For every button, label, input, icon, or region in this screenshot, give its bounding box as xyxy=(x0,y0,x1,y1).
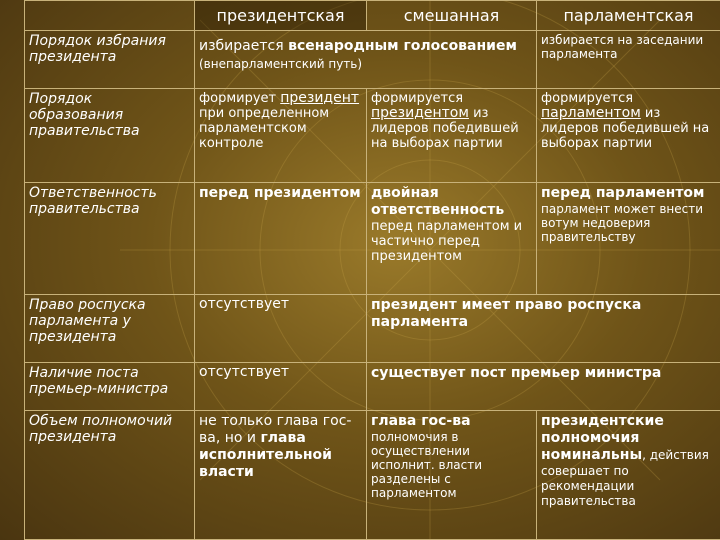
formation-presidential-cell: формирует президент при определенном парламентском контроле xyxy=(195,89,367,183)
table-row xyxy=(25,183,720,295)
table-row xyxy=(25,31,720,89)
formation-parliamentary-cell: формируется парламентом из лидеров победившей на выборах партии xyxy=(537,89,720,183)
formation-mixed-cell: формируется президентом из лидеров победившей на выборах партии xyxy=(367,89,537,183)
powers-mixed-cell: глава гос-ва полномочия в осуществлении исполнит. власти разделены с парламентом xyxy=(367,411,537,540)
powers-parliamentary-cell: президентские полномочия номинальны, действия совершает по рекомендации правительства xyxy=(537,411,720,540)
header-presidential: президентская xyxy=(195,1,367,31)
table-row xyxy=(25,363,720,411)
row-label: Порядок образования правительства xyxy=(25,89,195,183)
header-empty xyxy=(25,1,195,31)
row-label: Право роспуска парламента у президента xyxy=(25,295,195,363)
responsibility-parliamentary-cell: перед парламентом парламент может внести вотум недоверия правительству xyxy=(537,183,720,295)
row-label: Ответственность правительства xyxy=(25,183,195,295)
table-row xyxy=(25,411,720,540)
responsibility-presidential-cell: перед президентом xyxy=(195,183,367,295)
header-mixed: смешанная xyxy=(367,1,537,31)
table-row xyxy=(25,89,720,183)
row-label: Объем полномочий президента xyxy=(25,411,195,540)
pm-post-presidential-cell: отсутствует xyxy=(195,363,367,411)
pm-post-merged-cell: существует пост премьер министра xyxy=(367,363,720,411)
responsibility-mixed-cell: двойная ответственность перед парламентом и частично перед президентом xyxy=(367,183,537,295)
dissolution-presidential-cell: отсутствует xyxy=(195,295,367,363)
row-label: Наличие поста премьер-министра xyxy=(25,363,195,411)
table-row xyxy=(25,295,720,363)
powers-presidential-cell: не только глава гос-ва, но и глава исполнительной власти xyxy=(195,411,367,540)
row-label: Порядок избрания президента xyxy=(25,31,195,89)
dissolution-merged-cell: президент имеет право роспуска парламента xyxy=(367,295,720,363)
header-parliamentary: парламентская xyxy=(537,1,720,31)
election-parliamentary-cell: избирается на заседании парламента xyxy=(537,31,720,89)
header-row xyxy=(25,1,720,31)
election-merged-cell: избирается всенародным голосованием (внепарламентский путь) xyxy=(195,31,537,89)
comparison-table xyxy=(24,0,720,540)
